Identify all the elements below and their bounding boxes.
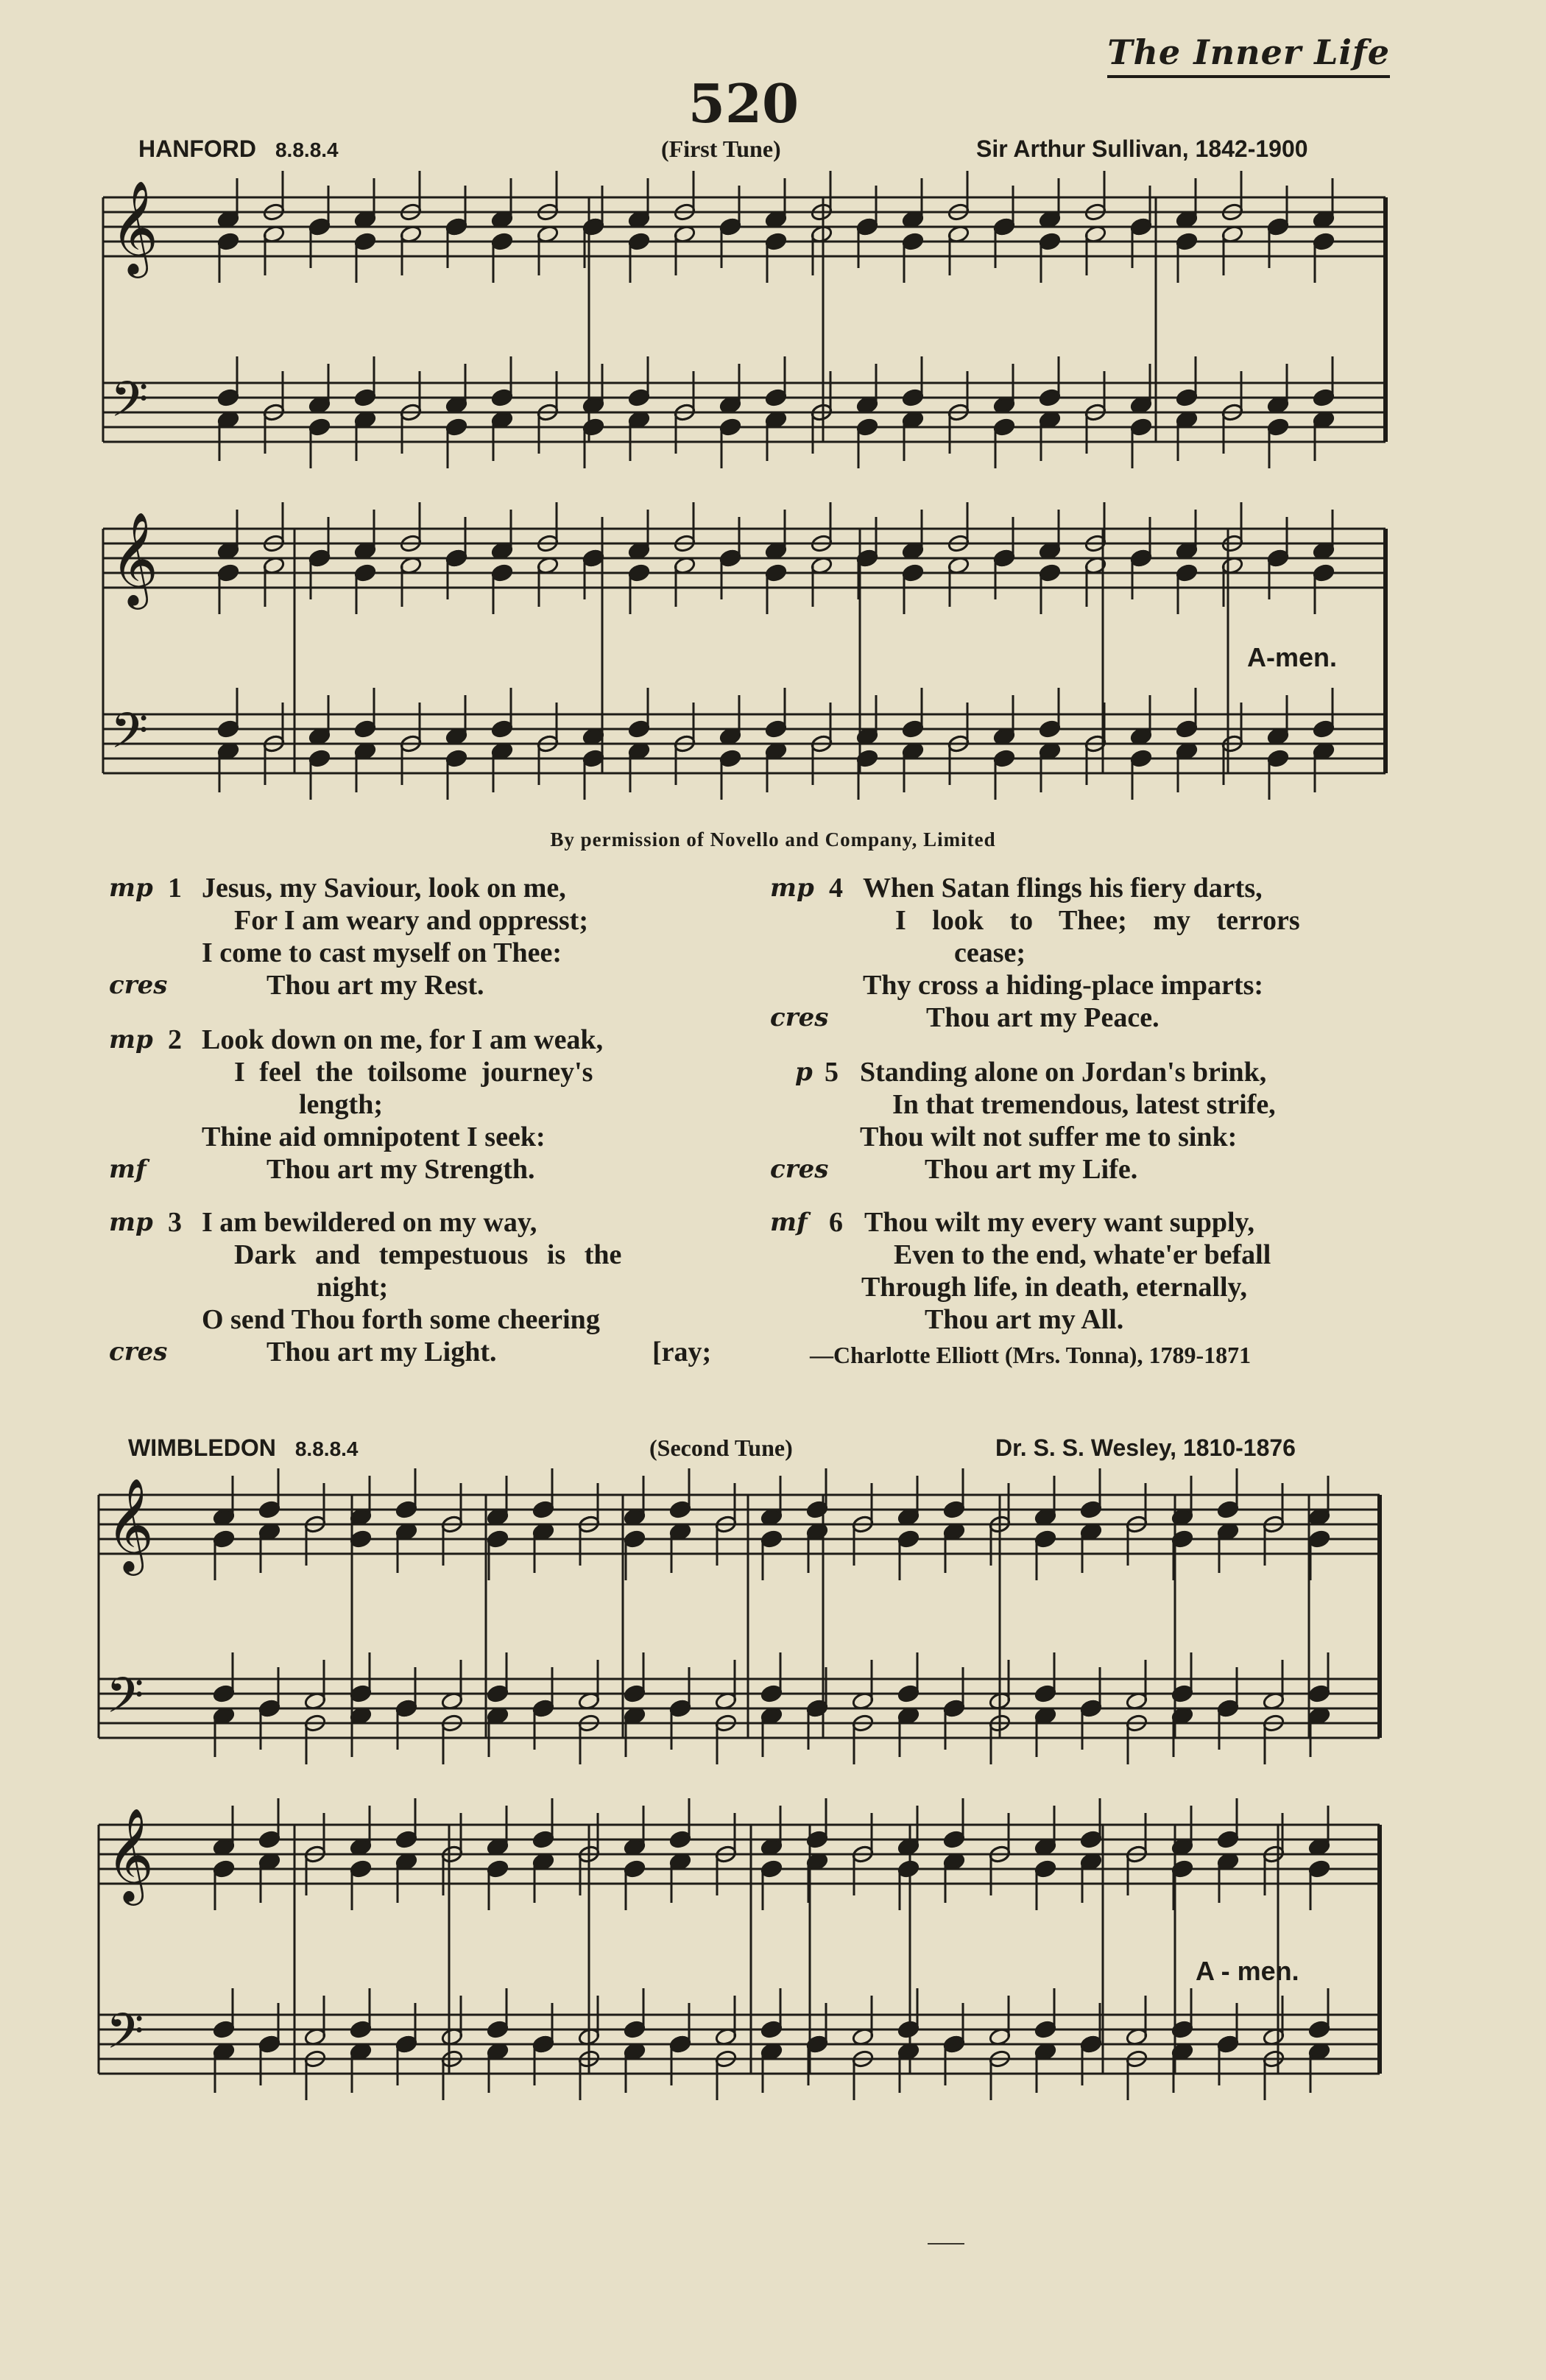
verse4-line3: Thy cross a hiding-place imparts: bbox=[863, 970, 1264, 1001]
verse1-line3: I come to cast myself on Thee: bbox=[202, 937, 562, 968]
tune1-label: (First Tune) bbox=[661, 135, 781, 162]
tune2-amen: A - men. bbox=[1196, 1956, 1299, 1986]
treble-clef-icon: 𝄞 bbox=[110, 180, 159, 274]
verse2-line2b: length; bbox=[299, 1089, 383, 1120]
treble-clef-icon: 𝄞 bbox=[106, 1477, 155, 1571]
verse1-cres: cres bbox=[109, 971, 168, 1000]
verse4-line1: When Satan flings his fiery darts, bbox=[863, 873, 1263, 904]
tune2-composer: Dr. S. S. Wesley, 1810-1876 bbox=[995, 1434, 1296, 1461]
tune2-label: (Second Tune) bbox=[649, 1434, 793, 1461]
verse6-number: 6 bbox=[829, 1207, 843, 1238]
verse5-cres: cres bbox=[770, 1155, 829, 1184]
verse2-line4: Thou art my Strength. bbox=[267, 1154, 535, 1185]
treble-clef-icon: 𝄞 bbox=[110, 511, 159, 605]
tune2-meter: 8.8.8.4 bbox=[294, 1437, 359, 1460]
verse4-cres: cres bbox=[770, 1003, 829, 1032]
verse5-line3: Thou wilt not suffer me to sink: bbox=[860, 1122, 1238, 1152]
text-attribution: —Charlotte Elliott (Mrs. Tonna), 1789-1871 bbox=[810, 1342, 1252, 1368]
verse3-line4: Thou art my Light. bbox=[267, 1337, 497, 1367]
verse2-dynamic: mp bbox=[109, 1025, 153, 1055]
verse3-number: 3 bbox=[168, 1207, 182, 1238]
verse5-line4: Thou art my Life. bbox=[925, 1154, 1138, 1185]
verse3-cres: cres bbox=[109, 1337, 168, 1367]
bottom-mark bbox=[928, 2243, 964, 2245]
verse3-line3: O send Thou forth some cheering bbox=[202, 1304, 600, 1335]
section-header: The Inner Life bbox=[1107, 32, 1390, 78]
tune1-composer: Sir Arthur Sullivan, 1842-1900 bbox=[976, 135, 1308, 162]
verse6-line2: Even to the end, whate'er befall bbox=[894, 1239, 1271, 1270]
verse3-line2: Dark and tempestuous is the bbox=[234, 1239, 622, 1270]
verse2-line3: Thine aid omnipotent I seek: bbox=[202, 1122, 546, 1152]
tune1-meter: 8.8.8.4 bbox=[275, 138, 339, 161]
verse6-line3: Through life, in death, eternally, bbox=[861, 1272, 1247, 1303]
bass-clef-icon: 𝄢 bbox=[106, 2003, 144, 2071]
verse1-line1: Jesus, my Saviour, look on me, bbox=[202, 873, 566, 904]
verse2-line1: Look down on me, for I am weak, bbox=[202, 1024, 604, 1055]
treble-clef-icon: 𝄞 bbox=[106, 1807, 155, 1901]
verse3-overflow: [ray; bbox=[652, 1337, 712, 1367]
verse3-dynamic: mp bbox=[109, 1208, 153, 1237]
verse1-line2: For I am weary and oppresst; bbox=[234, 905, 588, 936]
tune1-amen: A-men. bbox=[1247, 642, 1338, 672]
permission-note: By permission of Novello and Company, Limited bbox=[550, 828, 996, 851]
verse2-line2: I feel the toilsome journey's bbox=[234, 1057, 593, 1088]
verse5-line2: In that tremendous, latest strife, bbox=[892, 1089, 1276, 1120]
verse4-line2b: cease; bbox=[954, 937, 1026, 968]
verse5-number: 5 bbox=[825, 1057, 839, 1088]
verse6-dynamic: mf bbox=[770, 1208, 808, 1237]
verse5-dynamic: p bbox=[795, 1057, 813, 1087]
tune1-name: HANFORD bbox=[138, 135, 256, 162]
verse1-dynamic: mp bbox=[109, 873, 153, 903]
verse2-mf: mf bbox=[109, 1155, 147, 1184]
bass-clef-icon: 𝄢 bbox=[110, 371, 149, 440]
verse3-line2b: night; bbox=[317, 1272, 389, 1303]
verse4-line2: I look to Thee; my terrors bbox=[895, 905, 1300, 936]
verse5-line1: Standing alone on Jordan's brink, bbox=[860, 1057, 1267, 1088]
verse3-line1: I am bewildered on my way, bbox=[202, 1207, 537, 1238]
hymn-number: 520 bbox=[688, 72, 800, 135]
verse1-number: 1 bbox=[168, 873, 182, 904]
verse6-line1: Thou wilt my every want supply, bbox=[864, 1207, 1254, 1238]
verse4-number: 4 bbox=[829, 873, 843, 904]
bass-clef-icon: 𝄢 bbox=[106, 1667, 144, 1736]
verse2-number: 2 bbox=[168, 1024, 182, 1055]
tune2-name: WIMBLEDON bbox=[128, 1434, 276, 1461]
verse1-line4: Thou art my Rest. bbox=[267, 970, 484, 1001]
bass-clef-icon: 𝄢 bbox=[110, 703, 149, 771]
verse4-dynamic: mp bbox=[770, 873, 814, 903]
verse4-line4: Thou art my Peace. bbox=[926, 1002, 1160, 1033]
verse6-line4: Thou art my All. bbox=[925, 1304, 1124, 1335]
